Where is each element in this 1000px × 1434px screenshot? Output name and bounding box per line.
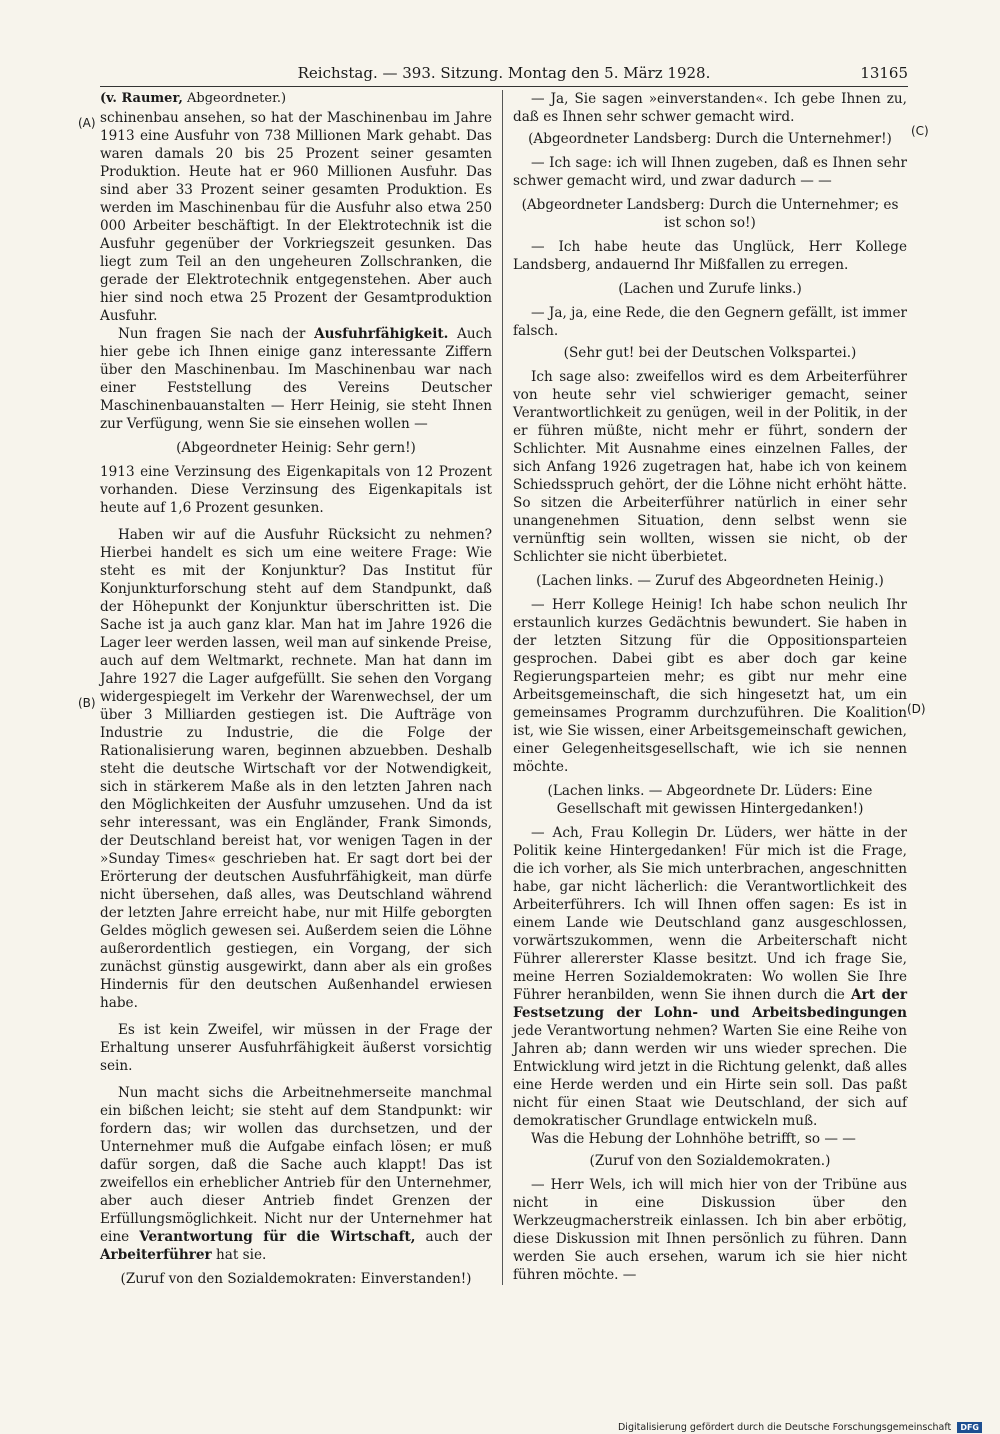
left-paragraph-2-text-a: Nun fragen Sie nach der	[118, 326, 315, 342]
left-paragraph-3: 1913 eine Verzinsung des Eigenkapitals von 12 Prozent vorhanden. Diese Verzinsung des Eigenkapitals ist heute auf 1,6 Prozent gesunken.	[100, 464, 492, 516]
right-interjection-7: (Zuruf von den Sozialdemokraten.)	[589, 1153, 831, 1169]
left-paragraph-2	[100, 325, 492, 433]
digitization-credit	[618, 1421, 982, 1434]
credit-text: Digitalisierung gefördert durch die Deutsche Forschungsgemeinschaft	[617, 1422, 952, 1433]
right-paragraph-5: Ich sage also: zweifellos wird es dem Arbeiterführer von heute sehr viel schwieriger gemacht, seiner Verantwortlichkeit zu genügen, weil in der Politik, in der er führen müßte, nicht mehr er führt, sondern der Schlichter. Mit Ausnahme eines einzelnen Falles, der sich Anfang 1926 zugetragen hat, habe ich von keinem Schiedsspruch gehört, der die Löhne nicht erhöht hätte. So sitzen die Arbeiterführer natürlich in einer sehr unangenehmen Situation, denn selbst wenn sie vernünftig sein wollten, wissen sie nicht, ob der Schlichter sie nicht überbietet.	[513, 369, 907, 565]
right-paragraph-7-text-b: jede Verantwortung nehmen? Warten Sie eine Reihe von Jahren ab; dann werden wir uns wieder sprechen. Die Entwicklung wird jetzt in die Richtung gelenkt, daß alles eine Herde werden und ein Hirte sein soll. Das paßt nicht für einen Staat wie Deutschland, der sich auf demokratischer Grundlage entwickeln muß.	[513, 1023, 907, 1129]
right-interjection-1: (Abgeordneter Landsberg: Durch die Unternehmer!)	[528, 131, 892, 147]
margin-marker-d: (D)	[907, 702, 926, 716]
right-paragraph-8: Was die Hebung der Lohnhöhe betrifft, so — —	[531, 1131, 856, 1147]
page-number: 13165	[860, 64, 908, 82]
right-paragraph-7	[513, 824, 907, 1130]
right-interjection-6: (Lachen links. — Abgeordnete Dr. Lüders: Eine Gesellschaft mit gewissen Hintergedanken!)	[547, 783, 873, 817]
right-column	[513, 90, 907, 1284]
running-title: Reichstag. — 393. Sitzung. Montag den 5. März 1928.	[297, 64, 711, 82]
right-interjection-5: (Lachen links. — Zuruf des Abgeordneten Heinig.)	[536, 573, 884, 589]
right-interjection-3: (Lachen und Zurufe links.)	[618, 281, 802, 297]
header-rule	[100, 86, 908, 87]
right-paragraph-3: — Ich habe heute das Unglück, Herr Kollege Landsberg, andauernd Ihr Mißfallen zu erregen.	[513, 239, 907, 273]
left-interjection-1: (Abgeordneter Heinig: Sehr gern!)	[176, 440, 416, 456]
left-paragraph-2-bold: Ausfuhrfähigkeit.	[314, 326, 449, 342]
margin-marker-a: (A)	[78, 116, 96, 130]
margin-marker-b: (B)	[78, 696, 96, 710]
left-paragraph-6-text-b: auch der	[415, 1229, 492, 1245]
right-paragraph-7-text-a: — Ach, Frau Kollegin Dr. Lüders, wer hätte in der Politik keine Hintergedanken! Für mich ist die Frage, die ich vorher, als Sie mich unterbrachen, angeschnitten habe, gar nicht lächerlich: die Verantwortlichkeit des Arbeiterführers. Ich will Ihnen offen sagen: Es ist in einem Lande wie Deutschland ganz ausgeschlossen, vorwärtszukommen, wenn die Arbeiterschaft nicht Führer allererster Klasse besitzt. Und ich frage Sie, meine Herren Sozialdemokraten: Wo wollen Sie Ihre Führer heranbilden, wenn Sie ihnen durch die	[513, 825, 907, 1003]
left-paragraph-2-text-b: Auch hier gebe ich Ihnen einige ganz interessante Ziffern über den Maschinenbau. Im Maschinenbau war nach einer Feststellung des Vereins Deutscher Maschinenbauanstalten — Herr Heinig, sie steht Ihnen zur Verfügung, wenn Sie sie einsehen wollen —	[100, 326, 493, 432]
right-interjection-4: (Sehr gut! bei der Deutschen Volkspartei.)	[563, 345, 857, 361]
left-paragraph-6-bold-2: Arbeiterführer	[100, 1247, 212, 1263]
right-paragraph-1: — Ja, Sie sagen »einverstanden«. Ich gebe Ihnen zu, daß es Ihnen sehr schwer gemacht wird.	[513, 91, 907, 125]
left-column	[100, 90, 492, 1294]
left-paragraph-5: Es ist kein Zweifel, wir müssen in der Frage der Erhaltung unserer Ausfuhrfähigkeit äußerst vorsichtig sein.	[100, 1022, 492, 1074]
left-paragraph-6	[100, 1084, 492, 1264]
dfg-logo: DFG	[957, 1422, 982, 1433]
left-paragraph-1: schinenbau ansehen, so hat der Maschinenbau im Jahre 1913 eine Ausfuhr von 738 Millionen Mark gehabt. Das waren damals 20 bis 25 Prozent seiner gesamten Produktion. Heute hat er 960 Millionen Ausfuhr. Das sind aber 33 Prozent seiner gesamten Produktion. Es werden im Maschinenbau für die Ausfuhr also etwa 250 000 Arbeiter beschäftigt. In der Elektrotechnik ist die Ausfuhr gegenüber der Vorkriegszeit gesunken. Das liegt zum Teil an den ungeheuren Zollschranken, die gerade der Elektrotechnik entgegenstehen. Aber auch hier sind noch etwa 25 Prozent der Gesamtproduktion Ausfuhr.	[100, 110, 492, 324]
right-paragraph-4: — Ja, ja, eine Rede, die den Gegnern gefällt, ist immer falsch.	[513, 305, 907, 339]
column-divider	[502, 90, 503, 1285]
speaker-role: Abgeordneter.)	[182, 91, 287, 106]
left-paragraph-6-text-c: hat sie.	[211, 1247, 267, 1263]
right-paragraph-6: — Herr Kollege Heinig! Ich habe schon neulich Ihr erstaunlich kurzes Gedächtnis bewundert. Sie haben in der letzten Sitzung für die Oppositionsparteien gesprochen. Dabei gibt es aber doch gar keine Regierungsparteien mehr; es gibt nur mehr eine Arbeitsgemeinschaft, die sich hingesetzt hat, um ein gemeinsames Programm durchzuführen. Die Koalition ist, wie Sie wissen, einer Arbeitsgemeinschaft gewichen, einer Gelegenheitsgesellschaft, wie ich sie nennen möchte.	[513, 597, 907, 775]
right-paragraph-7-bold: Art der Festsetzung der Lohn- und Arbeitsbedingungen	[513, 987, 907, 1021]
margin-marker-c: (C)	[911, 124, 929, 138]
left-paragraph-4: Haben wir auf die Ausfuhr Rücksicht zu nehmen? Hierbei handelt es sich um eine weitere Frage: Wie steht es mit der Konjunktur? Das Institut für Konjunkturforschung steht auf dem Standpunkt, daß der Höhepunkt der Konjunktur überschritten ist. Die Sache ist ja auch ganz klar. Man hat im Jahre 1926 die Lager leer werden lassen, weil man auf sinkende Preise, auch auf dem Weltmarkt, rechnete. Man hat dann im Jahre 1927 die Lager aufgefüllt. Sie sehen den Vorgang widergespiegelt im Verkehr der Warenwechsel, der um über 3 Milliarden gestiegen ist. Die Aufträge von Industrie zu Industrie, die die Folge der Rationalisierung waren, beginnen abzuebben. Deshalb steht die deutsche Wirtschaft vor der Notwendigkeit, sich in stärkerem Maße als in den letzten Jahren nach den Möglichkeiten der Ausfuhr umzusehen. Und da ist sehr interessant, was ein Engländer, Frank Simonds, der Deutschland bereist hat, vor wenigen Tagen in der »Sunday Times« geschrieben hat. Er sagt dort bei der Erörterung der deutschen Ausfuhrfähigkeit, man dürfe nicht übersehen, daß alles, was Deutschland während der letzten Jahre erreicht habe, nur mit Hilfe geborgten Geldes möglich gewesen sei. Außerdem seien die Löhne außerordentlich gestiegen, ein Vorgang, der sich zunächst günstig ausgewirkt, dann aber als ein großes Hindernis für den deutschen Außenhandel erwiesen habe.	[100, 527, 492, 1011]
left-interjection-2: (Zuruf von den Sozialdemokraten: Einverstanden!)	[120, 1271, 472, 1287]
right-paragraph-9: — Herr Wels, ich will mich hier von der Tribüne aus nicht in eine Diskussion über den Werkzeugmacherstreik einlassen. Ich bin aber erbötig, diese Diskussion mit Ihnen persönlich zu führen. Dann werden Sie auch ersehen, warum ich sie hier nicht führen möchte. —	[513, 1177, 907, 1283]
right-interjection-2: (Abgeordneter Landsberg: Durch die Unternehmer; es ist schon so!)	[521, 197, 899, 231]
speaker-line	[100, 90, 492, 108]
left-paragraph-6-bold-1: Verantwortung für die Wirtschaft,	[139, 1229, 416, 1245]
running-header	[100, 62, 908, 84]
speaker-name: (v. Raumer,	[100, 91, 183, 106]
left-paragraph-6-text-a: Nun macht sichs die Arbeitnehmerseite manchmal ein bißchen leicht; sie steht auf dem Standpunkt: wir fordern das; wir wollen das durchsetzen, und der Unternehmer muß die Aufgabe einfach lösen; er muß dafür sorgen, daß die Sache auch klappt! Das ist zweifellos ein erheblicher Antrieb für den Unternehmer, aber auch dieser Antrieb findet Grenzen der Erfüllungsmöglichkeit. Nicht nur der Unternehmer hat eine	[100, 1085, 492, 1245]
right-paragraph-2: — Ich sage: ich will Ihnen zugeben, daß es Ihnen sehr schwer gemacht wird, und zwar dadurch — —	[513, 155, 907, 189]
